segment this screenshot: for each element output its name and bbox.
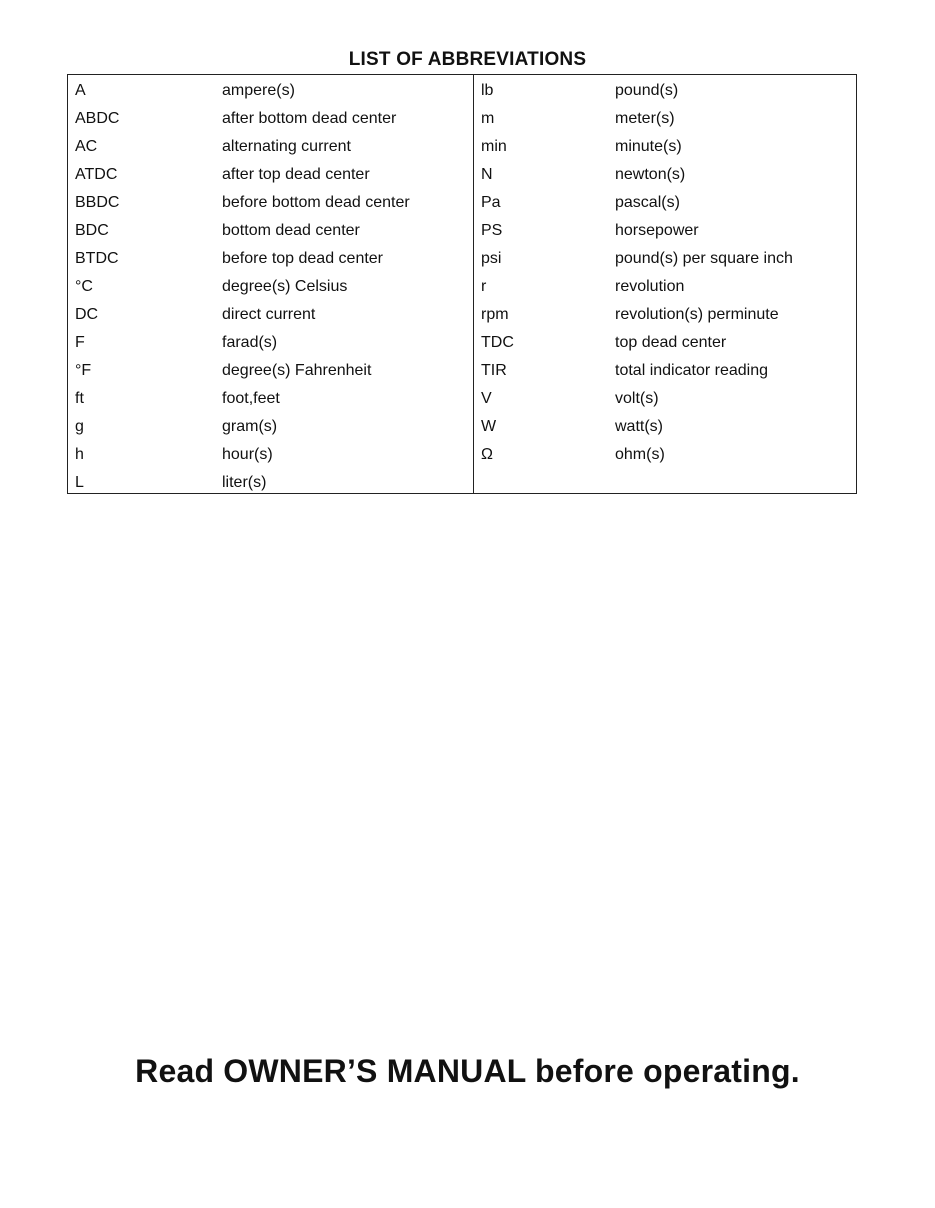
abbreviation: min	[481, 138, 507, 155]
abbreviation-meaning: total indicator reading	[615, 362, 768, 379]
abbreviation: V	[481, 390, 492, 407]
abbreviation: AC	[75, 138, 98, 155]
abbreviation-meaning: foot,feet	[222, 390, 280, 407]
abbreviation: L	[75, 474, 84, 491]
table-row	[68, 385, 473, 413]
page-title: LIST OF ABBREVIATIONS	[348, 49, 587, 70]
table-row	[68, 217, 473, 245]
abbreviations-table	[67, 74, 857, 494]
abbreviation: ATDC	[75, 166, 118, 183]
abbreviation-meaning: before top dead center	[222, 250, 384, 267]
abbreviation: °F	[75, 362, 92, 379]
table-row	[68, 441, 473, 469]
table-row	[68, 133, 473, 161]
abbreviation-meaning: minute(s)	[615, 138, 682, 155]
abbreviation-meaning: newton(s)	[615, 166, 686, 183]
table-row	[68, 245, 473, 273]
table-row	[474, 245, 856, 273]
abbreviation-meaning: after bottom dead center	[222, 110, 397, 127]
abbreviation-meaning: revolution	[615, 278, 685, 295]
abbreviation-meaning: gram(s)	[222, 418, 278, 435]
table-row	[474, 413, 856, 441]
abbreviation-meaning: degree(s) Fahrenheit	[222, 362, 372, 379]
abbreviation-meaning: meter(s)	[615, 110, 675, 127]
abbreviation-meaning: after top dead center	[222, 166, 370, 183]
table-row	[474, 133, 856, 161]
footer-notice: Read OWNER’S MANUAL before operating.	[135, 1053, 800, 1089]
table-row	[68, 357, 473, 385]
table-row	[474, 441, 856, 469]
abbreviation-meaning: bottom dead center	[222, 222, 360, 239]
abbreviation: lb	[481, 82, 494, 99]
abbreviation: DC	[75, 306, 99, 323]
table-row	[474, 189, 856, 217]
table-row	[68, 77, 473, 105]
table-row	[474, 329, 856, 357]
abbreviation-meaning: farad(s)	[222, 334, 278, 351]
table-row	[474, 301, 856, 329]
table-row	[474, 105, 856, 133]
abbreviation-meaning: degree(s) Celsius	[222, 278, 348, 295]
table-row	[474, 273, 856, 301]
abbreviation-meaning: before bottom dead center	[222, 194, 410, 211]
abbreviation: g	[75, 418, 84, 435]
abbreviation: PS	[481, 222, 503, 239]
abbreviation: m	[481, 110, 495, 127]
table-row	[474, 77, 856, 105]
abbreviation: A	[75, 82, 86, 99]
abbreviation-meaning: hour(s)	[222, 446, 273, 463]
abbreviation: Pa	[481, 194, 501, 211]
table-row	[68, 413, 473, 441]
table-row	[474, 357, 856, 385]
table-row	[68, 469, 473, 497]
abbreviation: TDC	[481, 334, 514, 351]
table-row	[68, 189, 473, 217]
abbreviation-meaning: direct current	[222, 306, 316, 323]
abbreviation-meaning: ampere(s)	[222, 82, 295, 99]
table-row	[474, 217, 856, 245]
abbreviation: BTDC	[75, 250, 119, 267]
abbreviation: r	[481, 278, 487, 295]
right-column	[474, 75, 856, 493]
abbreviation: rpm	[481, 306, 509, 323]
abbreviation: N	[481, 166, 493, 183]
abbreviation-meaning: horsepower	[615, 222, 699, 239]
table-row	[68, 329, 473, 357]
abbreviation: F	[75, 334, 85, 351]
abbreviation: ABDC	[75, 110, 120, 127]
abbreviation: W	[481, 418, 497, 435]
abbreviation-meaning: watt(s)	[615, 418, 663, 435]
abbreviation: BBDC	[75, 194, 120, 211]
abbreviation-meaning: ohm(s)	[615, 446, 665, 463]
abbreviation: BDC	[75, 222, 109, 239]
abbreviation-meaning: top dead center	[615, 334, 727, 351]
table-row	[68, 273, 473, 301]
abbreviation-meaning: liter(s)	[222, 474, 267, 491]
abbreviation: ft	[75, 390, 84, 407]
abbreviation-meaning: pound(s) per square inch	[615, 250, 793, 267]
table-row	[68, 301, 473, 329]
abbreviation-meaning: volt(s)	[615, 390, 659, 407]
table-row	[474, 385, 856, 413]
table-row	[68, 105, 473, 133]
abbreviation: h	[75, 446, 84, 463]
table-row	[68, 161, 473, 189]
abbreviation: TIR	[481, 362, 507, 379]
abbreviation-meaning: alternating current	[222, 138, 351, 155]
left-column	[68, 75, 474, 493]
abbreviation-meaning: pound(s)	[615, 82, 679, 99]
abbreviation: °C	[75, 278, 93, 295]
abbreviation: psi	[481, 250, 502, 267]
abbreviation: Ω	[481, 446, 493, 463]
table-row	[474, 161, 856, 189]
abbreviation-meaning: revolution(s) perminute	[615, 306, 779, 323]
abbreviation-meaning: pascal(s)	[615, 194, 680, 211]
